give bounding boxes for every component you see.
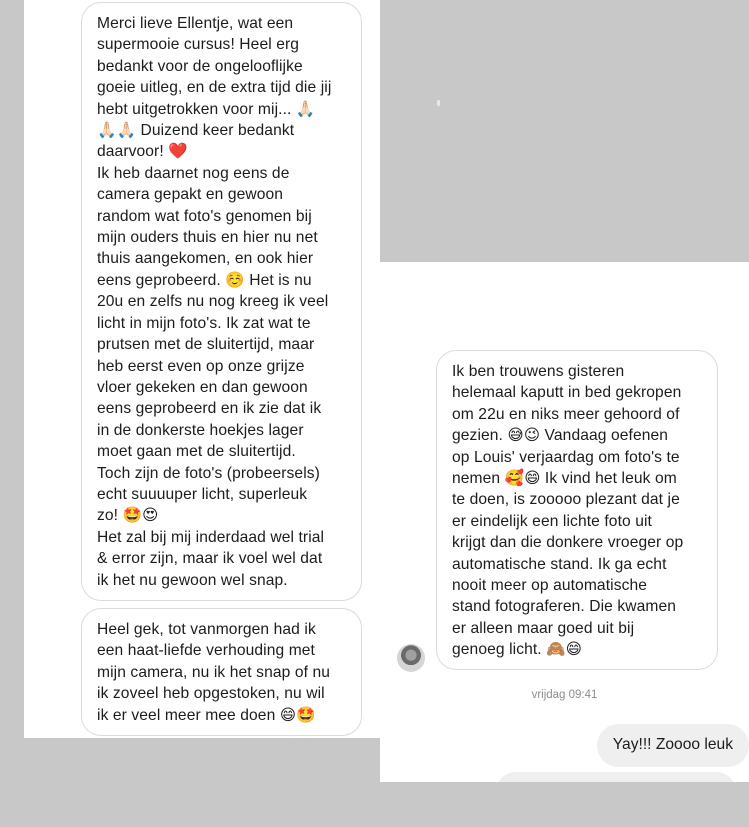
received-message-bubble: Heel gek, tot vanmorgen had ik een haat-liefde verhouding met mijn camera, nu ik het snap of nu ik zoveel heb opgestoken, nu wil ik er veel meer mee doen 😄🤩 <box>81 608 362 736</box>
chat-screenshot-right <box>380 262 749 782</box>
received-message-bubble: Merci lieve Ellentje, wat een supermooie cursus! Heel erg bedankt voor de ongelooflijke goeie uitleg, en de extra tijd die jij hebt uitgetrokken voor mij... 🙏🏻 🙏🏻🙏🏻 Duizend keer bedankt daarvoor! ❤️ Ik heb daarnet nog eens de camera gepakt en gewoon random wat foto's genomen bij mijn ouders thuis en hier nu net thuis aangekomen, en ook hier eens geprobeerd. ☺️ Het is nu 20u en zelfs nu nog kreeg ik veel licht in mijn foto's. Ik zat wat te prutsen met de sluitertijd, maar heb eerst even op onze grijze vloer gekeken en dan gewoon eens geprobeerd en ik zie dat ik in de donkerste hoekjes lager moet gaan met de sluitertijd. Toch zijn de foto's (probeersels) echt suuuuper licht, superleuk zo! 🤩😍 Het zal bij mij inderdaad wel trial & error zijn, maar ik voel wel dat ik het nu gewoon wel snap. <box>81 2 362 601</box>
message-timestamp: vrijdag 09:41 <box>531 689 598 701</box>
sent-message-bubble: Yay!!! Zoooo leuk <box>597 724 749 767</box>
received-message-bubble: Ik ben trouwens gisteren helemaal kaputt in bed gekropen om 22u en niks meer gehoord of gezien. 😅😉 Vandaag oefenen op Louis' verjaardag om foto's te nemen 🥰😄 Ik vind het leuk om te doen, is zooooo plezant dat je er eindelijk een lichte foto uit krijgt dan die donkere vroeger op automatische stand. Ik ga echt nooit meer op automatische stand fotograferen. Die kwamen er alleen maar goed uit bij genoeg licht. 🙈😄 <box>436 350 718 670</box>
screen-speck <box>437 100 440 106</box>
sender-avatar[interactable] <box>397 644 425 672</box>
sent-message-bubble-partial <box>496 772 736 782</box>
chat-screenshot-left <box>24 0 380 738</box>
